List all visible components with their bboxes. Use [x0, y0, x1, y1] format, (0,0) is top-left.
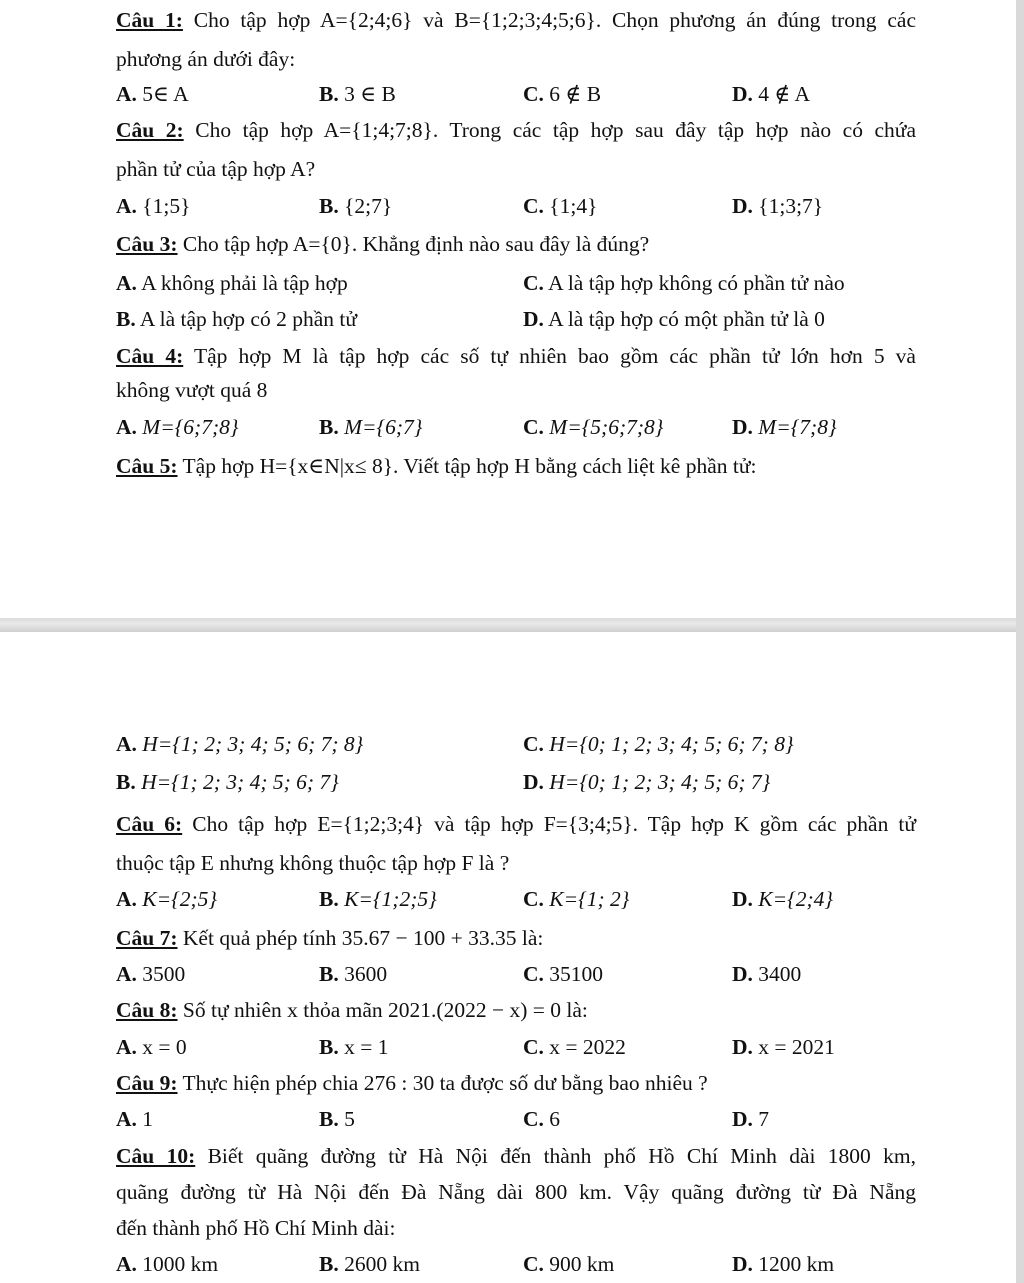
- question-2-line-2: phần tử của tập hợp A?: [116, 157, 316, 181]
- option[interactable]: D. x = 2021: [732, 1035, 835, 1059]
- question-10-line-1: Câu 10: Biết quãng đường từ Hà Nội đến thành phố Hồ Chí Minh dài 1800 km,: [116, 1144, 916, 1168]
- option[interactable]: D. 1200 km: [732, 1252, 835, 1276]
- question-6-line-1: Câu 6: Cho tập hợp E={1;2;3;4} và tập hợp F={3;4;5}. Tập hợp K gồm các phần tử: [116, 812, 916, 836]
- option[interactable]: C. K={1; 2}: [523, 887, 630, 911]
- option[interactable]: C. 6: [523, 1107, 561, 1131]
- option[interactable]: A. H={1; 2; 3; 4; 5; 6; 7; 8}: [116, 732, 364, 756]
- option[interactable]: C. {1;4}: [523, 194, 598, 218]
- option[interactable]: A. x = 0: [116, 1035, 187, 1059]
- question-3-options-row-1: [116, 269, 1016, 297]
- option[interactable]: B. x = 1: [319, 1035, 389, 1059]
- question-10-line-2: quãng đường từ Hà Nội đến Đà Nẵng dài 800 km. Vậy quãng đường từ Đà Nẵng: [116, 1180, 916, 1204]
- option[interactable]: D. M={7;8}: [732, 415, 837, 439]
- option[interactable]: A. M={6;7;8}: [116, 415, 239, 439]
- option[interactable]: A. 1000 km: [116, 1252, 219, 1276]
- question-7-line-1: Câu 7: Kết quả phép tính 35.67 − 100 + 33.35 là:: [116, 926, 544, 950]
- option[interactable]: D. 4 ∉ A: [732, 82, 811, 106]
- option[interactable]: B. A là tập hợp có 2 phần tử: [116, 307, 358, 331]
- question-2-line-1: Câu 2: Cho tập hợp A={1;4;7;8}. Trong các tập hợp sau đây tập hợp nào có chứa: [116, 118, 916, 142]
- option[interactable]: C. 900 km: [523, 1252, 615, 1276]
- option[interactable]: B. {2;7}: [319, 194, 393, 218]
- question-4-line-2: không vượt quá 8: [116, 378, 268, 402]
- question-4-options: [116, 413, 1016, 441]
- question-9-options: [116, 1105, 1016, 1133]
- option[interactable]: A. 5∈ A: [116, 82, 189, 106]
- question-5-options-row-1: [116, 730, 1016, 758]
- option[interactable]: B. 3600: [319, 962, 388, 986]
- option[interactable]: B. M={6;7}: [319, 415, 423, 439]
- option[interactable]: B. 5: [319, 1107, 355, 1131]
- question-5-options-row-2: [116, 768, 1016, 796]
- option[interactable]: C. A là tập hợp không có phần tử nào: [523, 271, 845, 295]
- option[interactable]: A. A không phải là tập hợp: [116, 271, 348, 295]
- option[interactable]: C. M={5;6;7;8}: [523, 415, 664, 439]
- option[interactable]: D. H={0; 1; 2; 3; 4; 5; 6; 7}: [523, 770, 771, 794]
- option[interactable]: B. H={1; 2; 3; 4; 5; 6; 7}: [116, 770, 339, 794]
- option[interactable]: C. x = 2022: [523, 1035, 626, 1059]
- question-1-line-1: Câu 1: Cho tập hợp A={2;4;6} và B={1;2;3;4;5;6}. Chọn phương án đúng trong các: [116, 8, 916, 32]
- question-1-options: [116, 80, 1016, 108]
- question-8-line-1: Câu 8: Số tự nhiên x thỏa mãn 2021.(2022 − x) = 0 là:: [116, 998, 588, 1022]
- page-separator: [0, 618, 1024, 632]
- option[interactable]: A. K={2;5}: [116, 887, 217, 911]
- question-1-line-2: phương án dưới đây:: [116, 47, 296, 71]
- option[interactable]: D. A là tập hợp có một phần tử là 0: [523, 307, 825, 331]
- option[interactable]: C. 35100: [523, 962, 604, 986]
- option[interactable]: B. 2600 km: [319, 1252, 420, 1276]
- option[interactable]: D. {1;3;7}: [732, 194, 824, 218]
- option[interactable]: A. 1: [116, 1107, 154, 1131]
- option[interactable]: D. 7: [732, 1107, 770, 1131]
- question-9-line-1: Câu 9: Thực hiện phép chia 276 : 30 ta được số dư bằng bao nhiêu ?: [116, 1071, 708, 1095]
- option[interactable]: B. 3 ∈ B: [319, 82, 396, 106]
- question-2-options: [116, 192, 1016, 220]
- question-8-options: [116, 1033, 1016, 1061]
- question-3-line-1: Câu 3: Cho tập hợp A={0}. Khẳng định nào sau đây là đúng?: [116, 232, 650, 256]
- question-10-options: [116, 1250, 1016, 1278]
- document-page-2: [0, 632, 1016, 1283]
- scrollbar-track[interactable]: [1016, 0, 1024, 1283]
- document-page-1: [0, 0, 1016, 618]
- question-5-line-1: Câu 5: Tập hợp H={x∈N|x≤ 8}. Viết tập hợp H bằng cách liệt kê phần tử:: [116, 454, 757, 478]
- question-6-line-2: thuộc tập E nhưng không thuộc tập hợp F là ?: [116, 851, 510, 875]
- question-4-line-1: Câu 4: Tập hợp M là tập hợp các số tự nhiên bao gồm các phần tử lớn hơn 5 và: [116, 344, 916, 368]
- option[interactable]: A. {1;5}: [116, 194, 191, 218]
- question-3-options-row-2: [116, 305, 1016, 333]
- option[interactable]: D. 3400: [732, 962, 802, 986]
- question-6-options: [116, 885, 1016, 913]
- question-7-options: [116, 960, 1016, 988]
- option[interactable]: A. 3500: [116, 962, 186, 986]
- option[interactable]: C. H={0; 1; 2; 3; 4; 5; 6; 7; 8}: [523, 732, 794, 756]
- option[interactable]: D. K={2;4}: [732, 887, 833, 911]
- question-10-line-3: đến thành phố Hồ Chí Minh dài:: [116, 1216, 396, 1240]
- option[interactable]: B. K={1;2;5}: [319, 887, 437, 911]
- option[interactable]: C. 6 ∉ B: [523, 82, 602, 106]
